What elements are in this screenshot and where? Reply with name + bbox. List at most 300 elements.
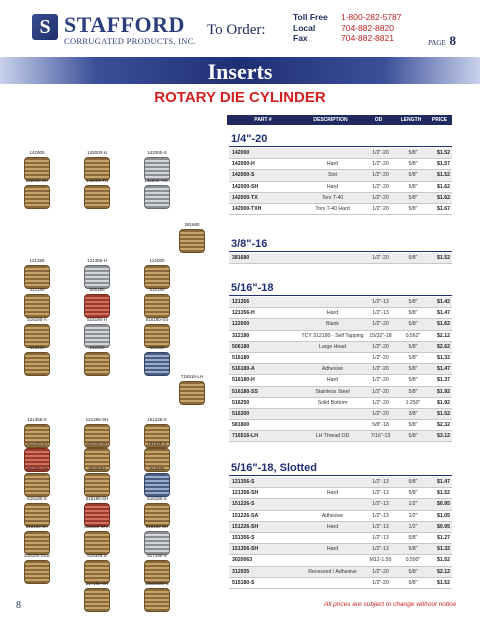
insert-image <box>179 229 205 253</box>
thumbnail-caption: 581800 <box>149 345 165 350</box>
table-row <box>229 319 452 330</box>
thumbnail-caption: 142000-S <box>147 150 167 155</box>
product-thumbnail <box>72 150 122 181</box>
table-row <box>229 398 452 409</box>
od-cell: 1/2"-20 <box>372 321 389 328</box>
length-cell: 3/8" <box>408 410 418 417</box>
thumbnail-caption: 515180-S <box>27 496 47 501</box>
product-thumbnail <box>12 178 62 209</box>
length-cell: 0.562" <box>405 332 421 339</box>
thumbnail-caption: 142000-SH <box>25 178 49 183</box>
od-cell: 1/2"-20 <box>372 399 389 406</box>
section-rows <box>229 148 452 215</box>
table-row <box>229 499 452 510</box>
col-length: LENGTH <box>400 117 422 123</box>
price-cell: $1.52 <box>437 410 450 417</box>
product-thumbnail <box>12 524 62 555</box>
insert-image <box>144 473 170 497</box>
table-row <box>229 431 452 442</box>
section-title: 5/16"-18, Slotted <box>231 462 317 474</box>
price-cell: $1.47 <box>437 366 450 373</box>
page-label: PAGE <box>428 39 446 47</box>
price-cell: $1.57 <box>437 161 450 168</box>
insert-image <box>144 531 170 555</box>
product-thumbnail <box>72 466 122 497</box>
length-cell: 5/8" <box>408 150 418 157</box>
product-thumbnail <box>132 581 182 612</box>
col-price: PRICE <box>431 117 448 123</box>
section-divider <box>229 295 452 296</box>
section-rows <box>229 297 452 442</box>
table-row <box>229 578 452 589</box>
table-row <box>229 522 452 533</box>
product-thumbnail <box>167 374 217 405</box>
od-cell: 1/2"-13 <box>372 512 389 519</box>
length-cell: 5/8" <box>408 490 418 497</box>
page-title: Inserts <box>207 59 273 84</box>
description-cell: Large Head <box>318 343 347 350</box>
to-order-label: To Order: <box>207 22 266 38</box>
insert-image <box>24 560 50 584</box>
length-cell: 5/8" <box>408 479 418 486</box>
table-row <box>229 159 452 170</box>
price-cell: $1.52 <box>437 557 450 564</box>
description-cell: TCY 312180 - Self Tapping <box>301 332 364 339</box>
part-number-cell: 516250 <box>232 399 250 406</box>
price-cell: $0.95 <box>437 523 450 530</box>
table-row <box>229 148 452 159</box>
part-number-cell: 142000-TXH <box>232 206 262 213</box>
price-cell: $1.62 <box>437 183 450 190</box>
od-cell: 1/2"-13 <box>372 490 389 497</box>
product-thumbnail <box>72 524 122 555</box>
product-thumbnail <box>132 345 182 376</box>
thumbnail-caption: 517180-S <box>147 553 167 558</box>
table-row <box>229 204 452 215</box>
part-number-cell: 121356 <box>232 299 250 306</box>
od-cell: 1/2"-20 <box>372 172 389 179</box>
contact-row <box>293 12 402 23</box>
footer-page-number: 8 <box>16 600 21 611</box>
part-number-cell: 142000-H <box>232 161 255 168</box>
od-cell: 1/2"-13 <box>372 546 389 553</box>
length-cell: 0.590" <box>405 557 421 564</box>
part-number-cell: 142000-SH <box>232 183 259 190</box>
insert-image <box>84 531 110 555</box>
thumbnail-caption: 517180-SH <box>85 581 109 586</box>
product-thumbnail <box>132 178 182 209</box>
thumbnail-caption: 516180-S <box>147 496 167 501</box>
thumbnail-caption: 516348-S <box>87 553 107 558</box>
insert-image <box>84 588 110 612</box>
product-thumbnail <box>132 466 182 497</box>
company-logo <box>32 12 197 48</box>
length-cell: 5/8" <box>408 183 418 190</box>
thumbnail-caption: 151356-S <box>147 441 167 446</box>
part-number-cell: 716516-LH <box>232 433 258 440</box>
part-number-cell: 516300 <box>232 410 250 417</box>
table-row <box>229 375 452 386</box>
od-cell: 7/16"-13 <box>370 433 391 440</box>
table-row <box>229 342 452 353</box>
thumbnail-caption: 121356-S <box>27 417 47 422</box>
price-cell: $1.52 <box>437 255 450 262</box>
description-cell: Hard <box>326 490 339 497</box>
price-cell: $1.62 <box>437 194 450 201</box>
length-cell: 5/8" <box>408 343 418 350</box>
part-number-cell: 142000-TX <box>232 194 258 201</box>
table-row <box>229 297 452 308</box>
company-subtitle: CORRUGATED PRODUCTS, INC. <box>64 36 197 46</box>
price-cell: $1.92 <box>437 399 450 406</box>
thumbnail-caption: 312935 <box>149 466 165 471</box>
table-row <box>229 511 452 522</box>
length-cell: 1/2" <box>408 523 418 530</box>
thumbnail-caption: 142000 <box>29 150 45 155</box>
thumbnail-caption: 516300 <box>89 345 105 350</box>
insert-image <box>84 294 110 318</box>
part-number-cell: 142000-S <box>232 172 255 179</box>
section-divider <box>229 475 452 476</box>
product-thumbnail <box>12 496 62 527</box>
od-cell: 5/8"-18 <box>372 422 389 429</box>
table-row <box>229 170 452 181</box>
contact-value: 1-800-282-5787 <box>341 12 402 22</box>
part-number-cell: 151356-S <box>232 535 255 542</box>
part-number-cell: 516180-A <box>232 366 255 373</box>
logo-mark <box>32 14 58 40</box>
thumbnail-caption: 151226-SA <box>25 441 49 446</box>
length-cell: 5/8" <box>408 546 418 553</box>
product-thumbnail <box>167 222 217 253</box>
thumbnail-caption: 515180-SH <box>85 496 109 501</box>
length-cell: 5/8" <box>408 388 418 395</box>
thumbnail-caption: 381680 <box>184 222 200 227</box>
table-row <box>229 308 452 319</box>
od-cell: 1/2"-20 <box>372 568 389 575</box>
part-number-cell: 516180-SS <box>232 388 258 395</box>
length-cell: 5/8" <box>408 355 418 362</box>
od-cell: M12-1.50 <box>369 557 392 564</box>
product-thumbnail <box>12 345 62 376</box>
product-thumbnail <box>72 287 122 318</box>
section-title: 5/16"-18 <box>231 282 274 294</box>
od-cell: 1/2"-20 <box>372 150 389 157</box>
page-subtitle: ROTARY DIE CYLINDER <box>154 89 326 106</box>
insert-image <box>84 185 110 209</box>
od-cell: 1/2"-20 <box>372 377 389 384</box>
table-row <box>229 331 452 342</box>
od-cell: 15/32"-18 <box>369 332 392 339</box>
thumbnail-caption: 3020063 <box>88 466 106 471</box>
description-cell: Hard <box>326 310 339 317</box>
price-cell: $1.52 <box>437 490 450 497</box>
length-cell: 5/8" <box>408 568 418 575</box>
contact-label: Toll Free <box>293 12 328 22</box>
price-cell: $1.32 <box>437 546 450 553</box>
thumbnail-caption: M508180-S <box>145 581 169 586</box>
part-number-cell: 151226-SA <box>232 512 259 519</box>
price-cell: $1.32 <box>437 355 450 362</box>
insert-image <box>84 473 110 497</box>
description-cell: Hard <box>326 183 339 190</box>
thumbnail-caption: 121356-H <box>87 258 107 263</box>
thumbnail-caption: 516180-SH <box>145 524 169 529</box>
thumbnail-caption: 151356-SH <box>25 466 49 471</box>
product-thumbnail <box>72 178 122 209</box>
contact-row <box>293 23 402 34</box>
table-row <box>229 477 452 488</box>
part-number-cell: 506180 <box>232 343 250 350</box>
od-cell: 1/2"-20 <box>372 410 389 417</box>
contact-label: Local <box>293 22 316 33</box>
product-thumbnail <box>12 317 62 348</box>
length-cell: 5/8" <box>408 579 418 586</box>
thumbnail-caption: 516180-SA <box>25 524 49 529</box>
thumbnail-caption: 312180 <box>29 287 45 292</box>
insert-image <box>24 531 50 555</box>
product-thumbnail <box>132 287 182 318</box>
contact-row <box>293 33 402 44</box>
insert-image <box>144 294 170 318</box>
product-thumbnail <box>12 150 62 181</box>
thumbnail-caption: 516180-H <box>87 317 107 322</box>
price-cell: $1.47 <box>437 479 450 486</box>
product-thumbnail <box>72 581 122 612</box>
part-number-cell: 312180 <box>232 332 250 339</box>
length-cell: 5/8" <box>408 422 418 429</box>
description-cell: LH Thread OD <box>315 433 350 440</box>
product-thumbnail <box>12 553 62 584</box>
price-cell: $1.52 <box>437 579 450 586</box>
description-cell: Hard <box>326 523 339 530</box>
product-thumbnail <box>72 553 122 584</box>
description-cell: Slot <box>328 172 337 179</box>
od-cell: 1/2"-20 <box>372 366 389 373</box>
price-cell: $2.32 <box>437 422 450 429</box>
thumbnail-caption: 122000 <box>149 258 165 263</box>
od-cell: 1/2"-20 <box>372 194 389 201</box>
section-rows <box>229 477 452 589</box>
price-cell: $1.47 <box>437 310 450 317</box>
section-title: 1/4"-20 <box>231 133 268 145</box>
part-number-cell: 122000 <box>232 321 250 328</box>
insert-image <box>24 185 50 209</box>
od-cell: 1/2"-20 <box>372 255 389 262</box>
length-cell: 1.250" <box>405 399 421 406</box>
table-row <box>229 567 452 578</box>
table-row <box>229 353 452 364</box>
product-thumbnail <box>72 258 122 289</box>
part-number-cell: 151226-S <box>232 501 255 508</box>
insert-image <box>24 352 50 376</box>
thumbnail-caption: 151226-SH <box>85 441 109 446</box>
price-disclaimer: All prices are subject to change without notice <box>324 601 456 608</box>
price-cell: $1.92 <box>437 388 450 395</box>
od-cell: 1/2"-13 <box>372 299 389 306</box>
length-cell: 5/8" <box>408 433 418 440</box>
part-number-cell: 142000 <box>232 150 250 157</box>
thumbnail-caption: 516180 <box>149 287 165 292</box>
length-cell: 5/8" <box>408 310 418 317</box>
logo-letter: S <box>39 15 51 38</box>
company-name: STAFFORD <box>64 12 185 37</box>
table-row <box>229 364 452 375</box>
table-row <box>229 253 452 264</box>
product-thumbnail <box>12 287 62 318</box>
col-description: DESCRIPTION <box>313 117 348 123</box>
od-cell: 1/2"-13 <box>372 479 389 486</box>
insert-image <box>179 381 205 405</box>
thumbnail-caption: 516250 <box>29 345 45 350</box>
part-number-cell: 515180-S <box>232 579 255 586</box>
od-cell: 1/2"-20 <box>372 355 389 362</box>
section-rows <box>229 253 452 264</box>
contact-info <box>293 12 402 44</box>
page-indicator <box>428 33 456 49</box>
product-thumbnail <box>132 524 182 555</box>
table-row <box>229 409 452 420</box>
description-cell: Blank <box>326 321 339 328</box>
price-cell: $1.42 <box>437 299 450 306</box>
table-row <box>229 555 452 566</box>
od-cell: 1/2"-13 <box>372 523 389 530</box>
insert-image <box>144 352 170 376</box>
table-row <box>229 488 452 499</box>
thumbnail-caption: 121356 <box>29 258 45 263</box>
product-thumbnail <box>72 496 122 527</box>
part-number-cell: 581800 <box>232 422 250 429</box>
od-cell: 1/2"-13 <box>372 310 389 317</box>
od-cell: 1/2"-13 <box>372 501 389 508</box>
insert-image <box>24 473 50 497</box>
part-number-cell: 381680 <box>232 255 250 262</box>
col-part: PART # <box>254 117 272 123</box>
price-cell: $1.52 <box>437 172 450 179</box>
price-cell: $0.95 <box>437 501 450 508</box>
description-cell: Hard <box>326 161 339 168</box>
col-od: OD <box>374 117 383 123</box>
insert-image <box>84 352 110 376</box>
product-thumbnail <box>132 553 182 584</box>
od-cell: 1/2"-20 <box>372 579 389 586</box>
length-cell: 5/8" <box>408 206 418 213</box>
price-cell: $2.62 <box>437 343 450 350</box>
thumbnail-caption: 516180-SSS <box>24 553 50 558</box>
price-cell: $1.62 <box>437 321 450 328</box>
insert-image <box>24 294 50 318</box>
part-number-cell: 516180-H <box>232 377 255 384</box>
product-thumbnail <box>132 150 182 181</box>
product-thumbnail <box>132 496 182 527</box>
part-number-cell: 151226-SH <box>232 523 259 530</box>
thumbnail-caption: 516180-SAH <box>84 524 110 529</box>
price-cell: $1.67 <box>437 206 450 213</box>
thumbnail-caption: 121356-SH <box>85 417 109 422</box>
length-cell: 5/8" <box>408 535 418 542</box>
price-cell: $1.37 <box>437 377 450 384</box>
insert-image <box>144 588 170 612</box>
product-thumbnail <box>72 345 122 376</box>
contact-value: 704-882-8820 <box>341 22 394 33</box>
insert-image <box>24 265 50 289</box>
thumbnail-caption: 142000-H <box>87 150 107 155</box>
length-cell: 1/2" <box>408 512 418 519</box>
od-cell: 1/2"-20 <box>372 161 389 168</box>
part-number-cell: 151356-SH <box>232 546 259 553</box>
description-cell: Torx T-40 <box>321 194 344 201</box>
od-cell: 1/2"-20 <box>372 206 389 213</box>
od-cell: 1/2"-13 <box>372 535 389 542</box>
table-row <box>229 420 452 431</box>
product-thumbnail <box>12 258 62 289</box>
price-cell: $1.52 <box>437 150 450 157</box>
description-cell: Stainless Steel <box>315 388 350 395</box>
contact-label: Fax <box>293 33 308 43</box>
part-number-cell: 312935 <box>232 568 250 575</box>
part-number-cell: 121356-SH <box>232 490 259 497</box>
part-number-cell: 516180 <box>232 355 250 362</box>
table-row <box>229 193 452 204</box>
part-number-cell: 3020063 <box>232 557 253 564</box>
length-cell: 5/8" <box>408 299 418 306</box>
product-thumbnail <box>12 466 62 497</box>
od-cell: 1/2"-20 <box>372 343 389 350</box>
part-number-cell: 121356-H <box>232 310 255 317</box>
length-cell: 5/8" <box>408 255 418 262</box>
description-cell: Recessed / Adhesive <box>308 568 357 575</box>
price-cell: $2.12 <box>437 332 450 339</box>
description-cell: Hard <box>326 546 339 553</box>
price-cell: $1.27 <box>437 535 450 542</box>
description-cell: Hard <box>326 377 339 384</box>
length-cell: 5/8" <box>408 366 418 373</box>
description-cell: Torx T-40 Hard <box>315 206 350 213</box>
length-cell: 5/8" <box>408 321 418 328</box>
product-thumbnail <box>132 258 182 289</box>
length-cell: 5/8" <box>408 172 418 179</box>
table-row <box>229 182 452 193</box>
od-cell: 1/2"-20 <box>372 388 389 395</box>
thumbnail-caption: 716516-LH <box>180 374 204 379</box>
table-row <box>229 544 452 555</box>
description-cell: Adhesive <box>321 366 344 373</box>
table-row <box>229 533 452 544</box>
page-number: 8 <box>449 33 456 48</box>
insert-image <box>84 265 110 289</box>
od-cell: 1/2"-20 <box>372 183 389 190</box>
insert-image <box>144 185 170 209</box>
thumbnail-caption: 516180-SS <box>145 317 169 322</box>
thumbnail-caption: 142000-TXH <box>144 178 170 183</box>
part-number-cell: 121356-S <box>232 479 255 486</box>
section-divider <box>229 251 452 252</box>
table-header <box>227 115 452 125</box>
description-cell: Adhesive <box>321 512 344 519</box>
length-cell: 5/8" <box>408 194 418 201</box>
length-cell: 5/8" <box>408 161 418 168</box>
section-title: 3/8"-16 <box>231 238 268 250</box>
thumbnail-caption: 151226-S <box>147 417 167 422</box>
length-cell: 5/8" <box>408 377 418 384</box>
product-thumbnail <box>132 317 182 348</box>
section-divider <box>229 146 452 147</box>
description-cell: Solid Bottom <box>317 399 348 406</box>
contact-value: 704-882-8821 <box>341 33 394 43</box>
price-cell: $1.05 <box>437 512 450 519</box>
price-cell: $2.12 <box>437 568 450 575</box>
length-cell: 1/2" <box>408 501 418 508</box>
